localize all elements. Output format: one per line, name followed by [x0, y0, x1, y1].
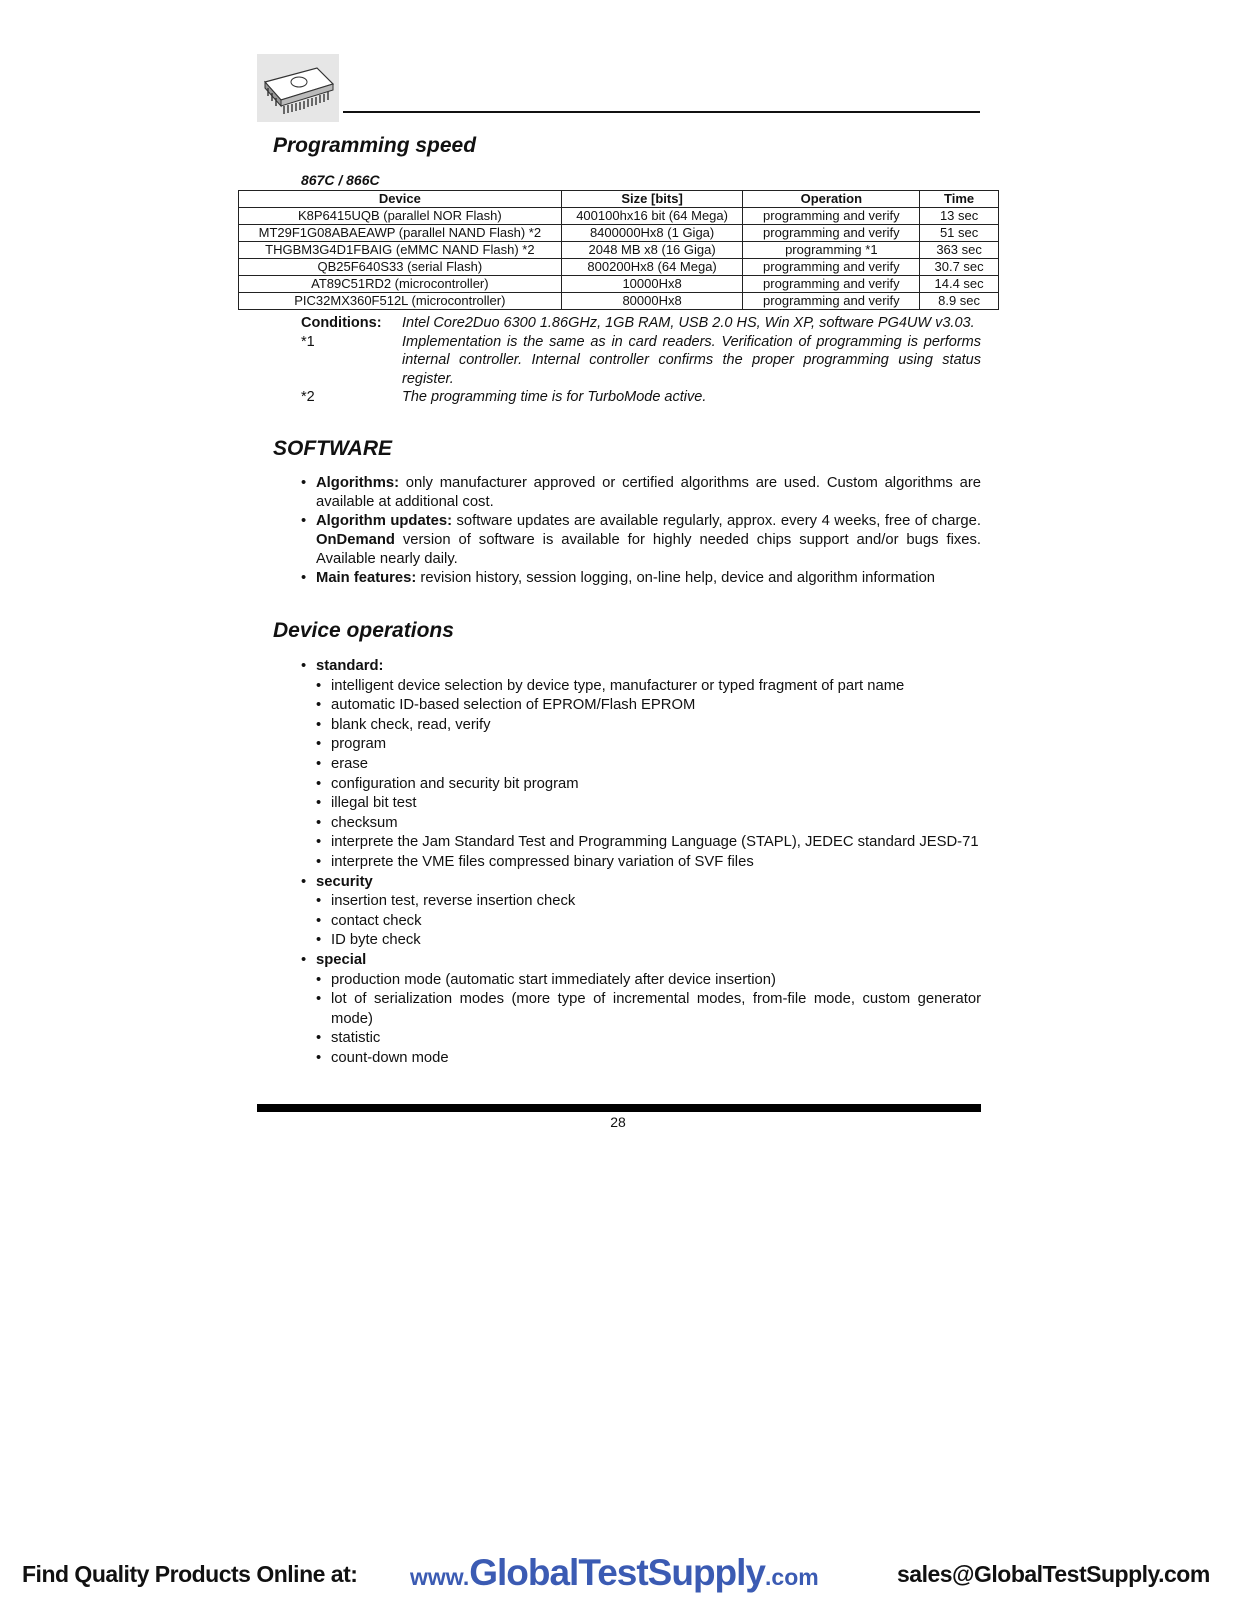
item-label: OnDemand: [316, 532, 395, 548]
table-cell: programming *1: [743, 242, 920, 259]
table-cell: 8400000Hx8 (1 Giga): [561, 225, 743, 242]
list-item: • program: [316, 735, 981, 755]
table-row: [239, 225, 999, 242]
note-text: The programming time is for TurboMode active.: [402, 389, 707, 405]
table-cell: THGBM3G4D1FBAIG (eMMC NAND Flash) *2: [239, 242, 562, 259]
table-cell: 30.7 sec: [920, 259, 999, 276]
list-item: [301, 474, 981, 512]
list-item-standard: [301, 657, 981, 873]
table-cell: 800200Hx8 (64 Mega): [561, 259, 743, 276]
table-cell: 14.4 sec: [920, 276, 999, 293]
item-label: Algorithm updates:: [316, 513, 453, 529]
group-label: standard:: [316, 658, 384, 674]
list-item: • production mode (automatic start immediately after device insertion): [316, 971, 981, 991]
note-key: *1: [301, 333, 315, 350]
table-cell: 51 sec: [920, 225, 999, 242]
model-label: 867C / 866C: [301, 172, 380, 188]
list-item: • illegal bit test: [316, 794, 981, 814]
page-number: 28: [610, 1114, 626, 1130]
table-cell: programming and verify: [743, 276, 920, 293]
table-cell: programming and verify: [743, 208, 920, 225]
table-cell: 10000Hx8: [561, 276, 743, 293]
list-item-security: [301, 873, 981, 951]
item-text: version of software is available for highly needed chips support and/or bugs fixes. Available nearly daily.: [316, 532, 981, 567]
table-notes: [301, 314, 981, 407]
table-row: [239, 276, 999, 293]
table-cell: QB25F640S33 (serial Flash): [239, 259, 562, 276]
note-text: Intel Core2Duo 6300 1.86GHz, 1GB RAM, USB 2.0 HS, Win XP, software PG4UW v3.03.: [402, 315, 975, 331]
table-cell: 400100hx16 bit (64 Mega): [561, 208, 743, 225]
table-row: [239, 208, 999, 225]
table-cell: 363 sec: [920, 242, 999, 259]
ad-www: www.: [410, 1564, 470, 1590]
column-header: Operation: [743, 191, 920, 208]
header-rule: [343, 111, 980, 113]
programming-speed-title: Programming speed: [273, 134, 477, 157]
item-label: Algorithms:: [316, 475, 400, 491]
table-cell: PIC32MX360F512L (microcontroller): [239, 293, 562, 310]
device-operations-list: [301, 657, 981, 1068]
list-item: • configuration and security bit program: [316, 775, 981, 795]
ad-com: .com: [765, 1564, 819, 1590]
ad-website-link[interactable]: [410, 1552, 819, 1594]
group-label: security: [316, 873, 373, 890]
item-text: software updates are available regularly, approx. every 4 weeks, free of charge.: [452, 513, 981, 529]
table-cell: programming and verify: [743, 259, 920, 276]
note-key: *2: [301, 389, 315, 405]
table-cell: 13 sec: [920, 208, 999, 225]
note-key: Conditions:: [301, 315, 382, 331]
ad-email-link[interactable]: sales@GlobalTestSupply.com: [897, 1561, 1210, 1587]
ad-brand: GlobalTestSupply: [469, 1552, 766, 1593]
list-item: • statistic: [316, 1029, 981, 1049]
ad-tagline: Find Quality Products Online at:: [22, 1561, 358, 1587]
list-item: • lot of serialization modes (more type of incremental modes, from-file mode, custom generator mode): [316, 990, 981, 1029]
column-header: Size [bits]: [561, 191, 743, 208]
item-text: revision history, session logging, on-line help, device and algorithm information: [416, 570, 936, 586]
programming-speed-table: [238, 190, 999, 310]
table-cell: programming and verify: [743, 293, 920, 310]
list-item-special: [301, 951, 981, 1069]
list-item: • erase: [316, 755, 981, 775]
list-item: • interprete the VME files compressed binary variation of SVF files: [316, 853, 981, 873]
software-list: [301, 474, 981, 588]
device-operations-title: Device operations: [273, 619, 454, 642]
list-item: • contact check: [316, 912, 981, 932]
list-item: [301, 512, 981, 569]
list-item: • blank check, read, verify: [316, 716, 981, 736]
list-item: • insertion test, reverse insertion check: [316, 892, 981, 912]
table-header-row: [239, 191, 999, 208]
note-conditions: [301, 314, 981, 333]
table-row: [239, 293, 999, 310]
list-item: • checksum: [316, 814, 981, 834]
eprom-chip-icon: [257, 54, 339, 122]
note-1: [301, 333, 981, 389]
table-row: [239, 259, 999, 276]
list-item: • interprete the Jam Standard Test and Programming Language (STAPL), JEDEC standard JESD-71: [316, 833, 981, 853]
list-item: • count-down mode: [316, 1049, 981, 1069]
list-item: • ID byte check: [316, 931, 981, 951]
table-cell: 80000Hx8: [561, 293, 743, 310]
list-item: [301, 569, 981, 588]
list-item: • intelligent device selection by device type, manufacturer or typed fragment of part name: [316, 677, 981, 697]
table-cell: 8.9 sec: [920, 293, 999, 310]
item-text: only manufacturer approved or certified algorithms are used. Custom algorithms are available at additional cost.: [316, 475, 981, 510]
table-cell: MT29F1G08ABAEAWP (parallel NAND Flash) *2: [239, 225, 562, 242]
column-header: Device: [239, 191, 562, 208]
group-label: special: [316, 951, 367, 968]
table-cell: 2048 MB x8 (16 Giga): [561, 242, 743, 259]
item-label: Main features:: [316, 570, 417, 586]
table-row: [239, 242, 999, 259]
software-title: SOFTWARE: [273, 437, 392, 460]
table-cell: AT89C51RD2 (microcontroller): [239, 276, 562, 293]
list-item: • automatic ID-based selection of EPROM/Flash EPROM: [316, 696, 981, 716]
table-cell: programming and verify: [743, 225, 920, 242]
note-2: [301, 388, 981, 407]
footer-rule: [257, 1104, 981, 1112]
table-cell: K8P6415UQB (parallel NOR Flash): [239, 208, 562, 225]
column-header: Time: [920, 191, 999, 208]
note-text: Implementation is the same as in card readers. Verification of programming is performs internal controller. Internal controller confirms the proper programming using status register.: [402, 333, 981, 387]
